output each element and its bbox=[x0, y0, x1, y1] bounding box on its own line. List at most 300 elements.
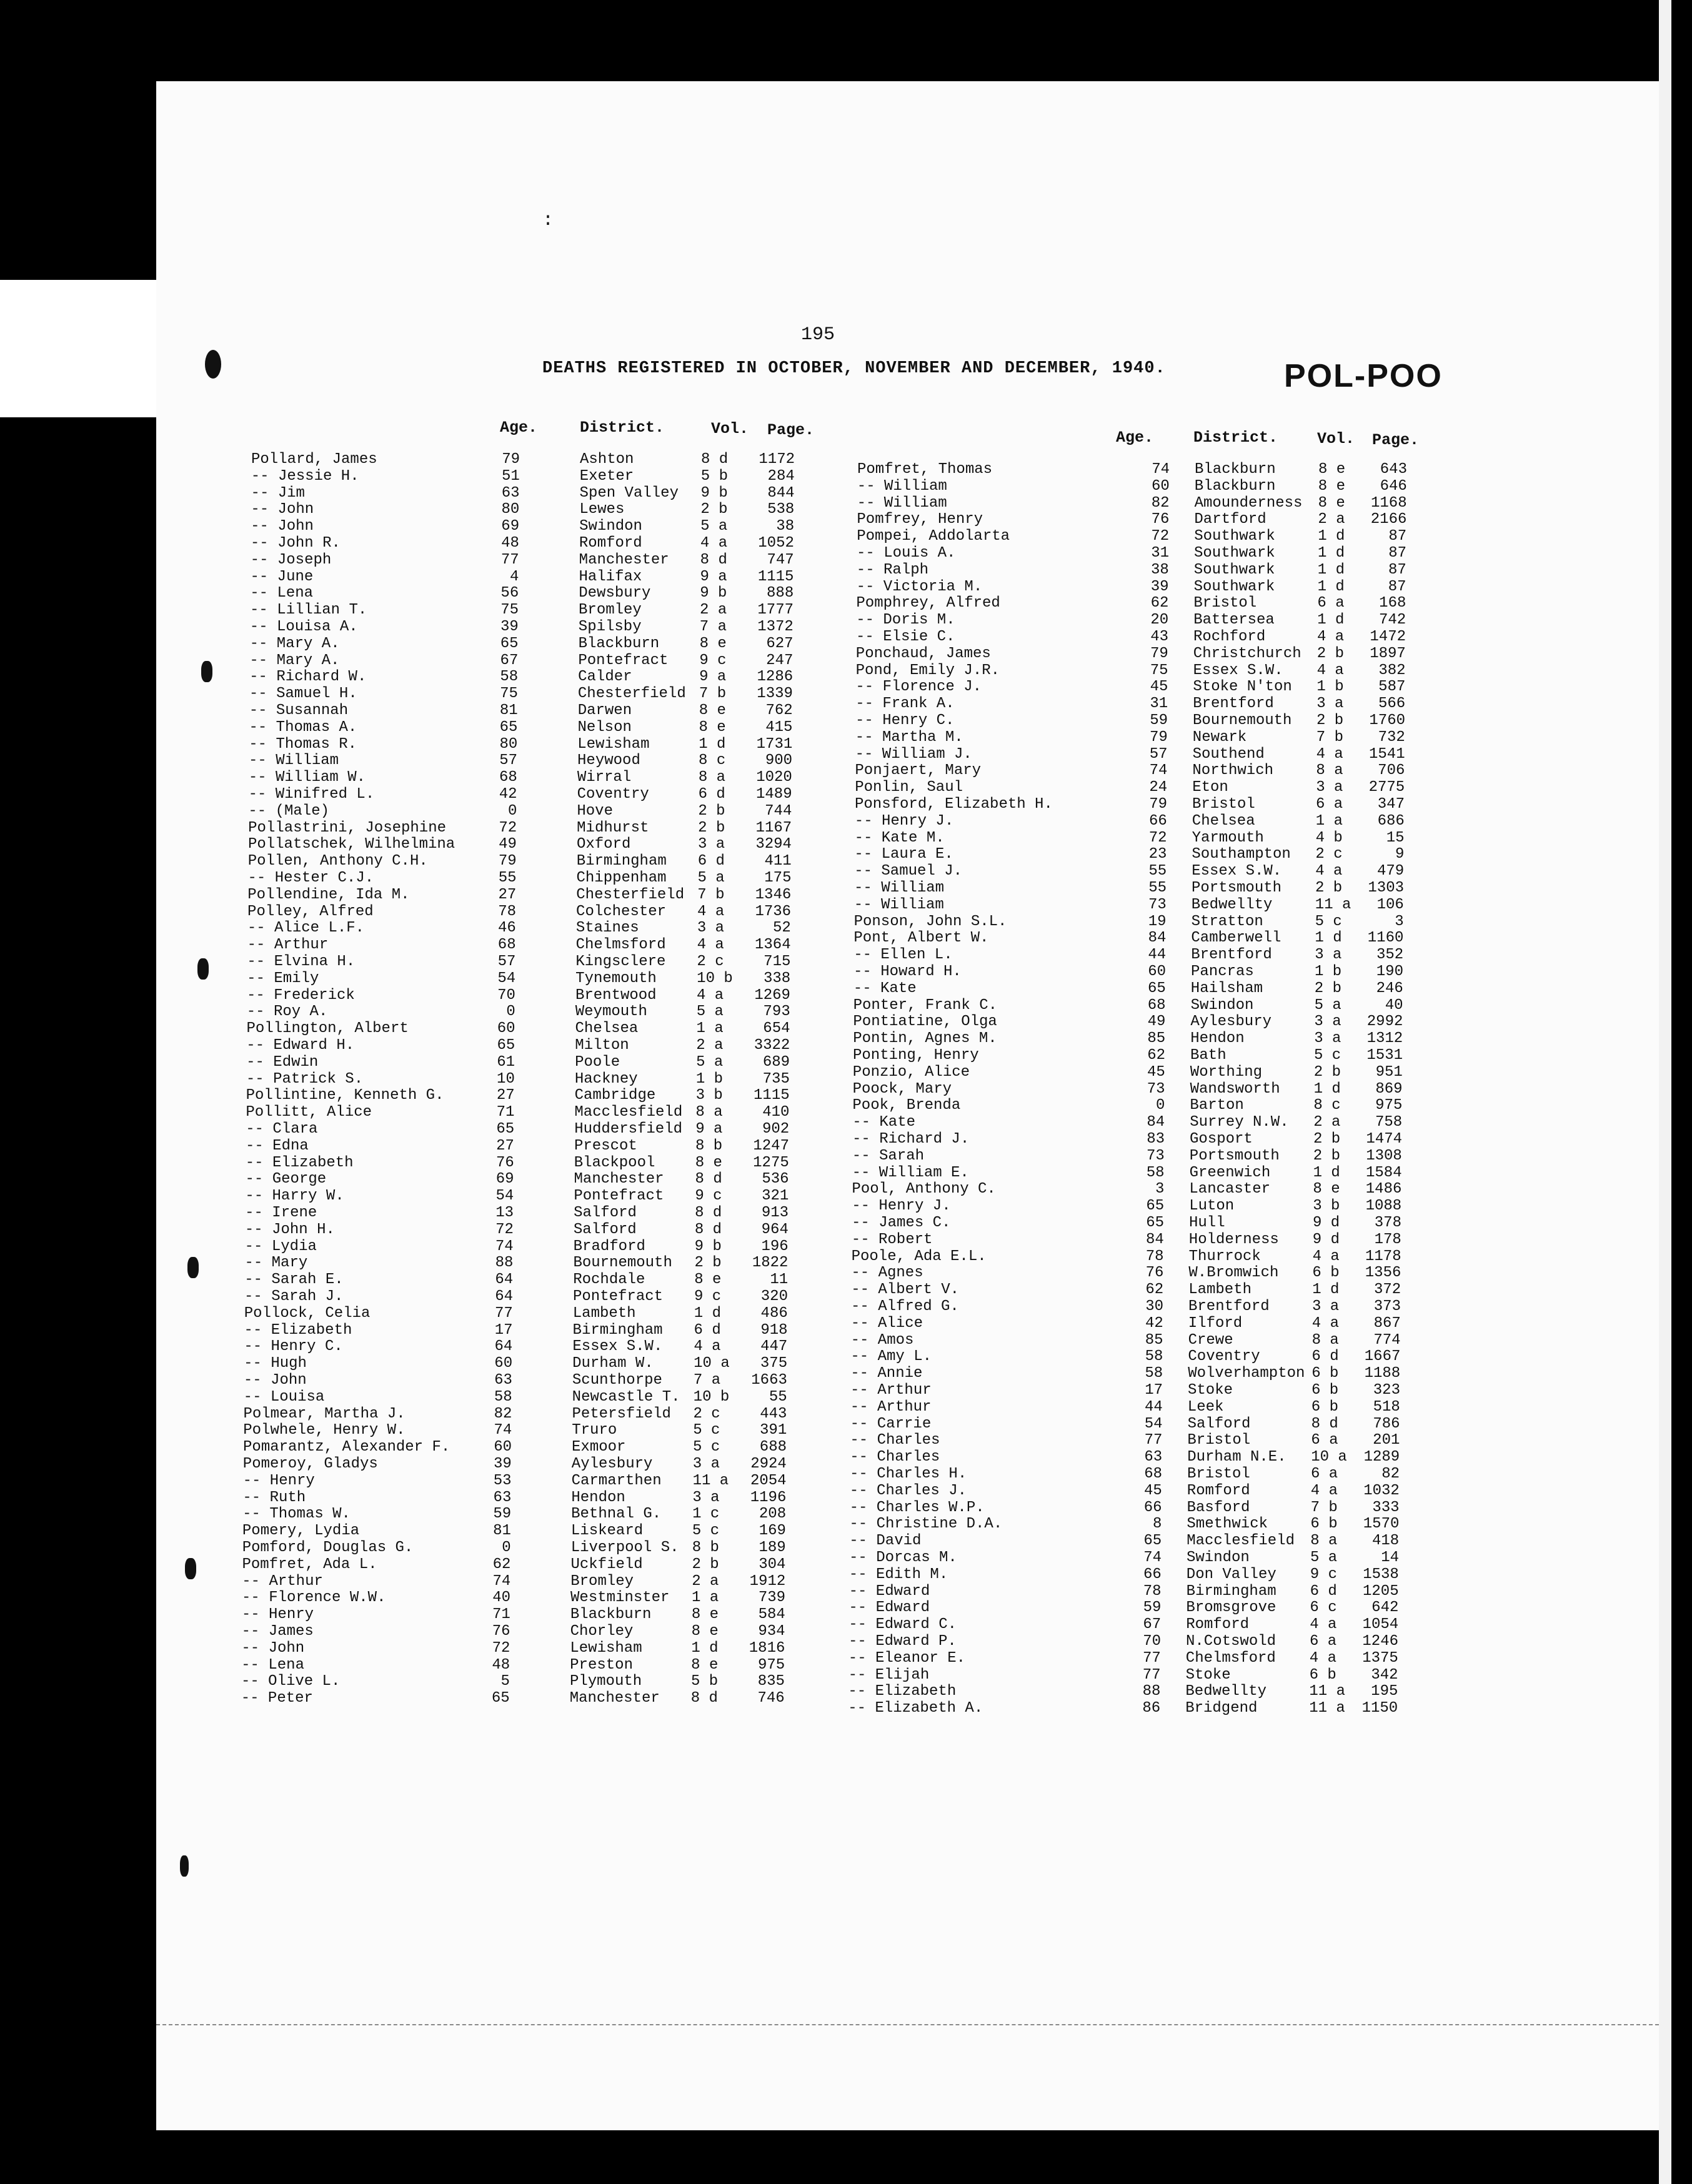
entry-name: -- Arthur bbox=[242, 1572, 323, 1590]
entry-volume: 8 b bbox=[692, 1539, 719, 1556]
entry-volume: 8 d bbox=[694, 1221, 722, 1238]
entry-age: 68 bbox=[1147, 996, 1166, 1014]
entry-volume: 2 b bbox=[698, 819, 725, 836]
entry-page: 55 bbox=[769, 1388, 787, 1406]
entry-name: -- Edwin bbox=[246, 1053, 319, 1071]
entry-page: 1474 bbox=[1366, 1131, 1402, 1148]
entry-district: Midhurst bbox=[577, 819, 649, 836]
entry-page: 1289 bbox=[1363, 1449, 1400, 1466]
entry-district: Southwark bbox=[1194, 528, 1275, 545]
entry-district: Stratton bbox=[1191, 913, 1263, 930]
entry-volume: 1 d bbox=[1317, 612, 1345, 629]
entry-volume: 8 a bbox=[698, 769, 726, 787]
entry-page: 902 bbox=[762, 1121, 790, 1138]
entry-name: -- John bbox=[251, 501, 314, 519]
entry-volume: 1 a bbox=[692, 1589, 719, 1607]
header-vol-left: Vol. bbox=[711, 420, 749, 438]
entry-age: 66 bbox=[1143, 1499, 1162, 1516]
entry-volume: 9 b bbox=[694, 1238, 722, 1255]
entry-district: Bristol bbox=[1187, 1432, 1251, 1449]
entry-district: Blackpool bbox=[574, 1154, 655, 1171]
entry-district: Surrey N.W. bbox=[1190, 1114, 1289, 1131]
entry-volume: 1 a bbox=[1315, 812, 1343, 830]
entry-volume: 10 b bbox=[697, 970, 733, 987]
entry-page: 87 bbox=[1388, 528, 1407, 545]
entry-district: Spilsby bbox=[578, 618, 642, 635]
entry-district: Bradford bbox=[573, 1238, 645, 1255]
entry-page: 175 bbox=[764, 870, 792, 886]
entry-name: -- Frank A. bbox=[855, 695, 955, 713]
entry-page: 758 bbox=[1375, 1114, 1403, 1131]
entry-age: 75 bbox=[1150, 662, 1168, 679]
entry-district: W.Bromwich bbox=[1188, 1264, 1279, 1282]
entry-age: 63 bbox=[501, 484, 520, 502]
entry-age: 85 bbox=[1147, 1030, 1166, 1048]
entry-page: 975 bbox=[1375, 1097, 1403, 1114]
entry-name: -- Henry C. bbox=[855, 712, 955, 729]
entry-age: 13 bbox=[495, 1204, 514, 1221]
entry-age: 60 bbox=[497, 1020, 515, 1038]
entry-volume: 6 b bbox=[1311, 1382, 1339, 1399]
entry-age: 74 bbox=[495, 1238, 514, 1255]
entry-district: Camberwell bbox=[1191, 930, 1281, 947]
header-age-right: Age. bbox=[1116, 429, 1154, 447]
entry-district: Hailsham bbox=[1190, 980, 1263, 997]
entry-age: 68 bbox=[499, 769, 517, 787]
entry-page: 2924 bbox=[750, 1456, 787, 1472]
entry-name: -- James C. bbox=[852, 1214, 951, 1231]
entry-page: 178 bbox=[1374, 1231, 1401, 1248]
entry-name: Pomford, Douglas G. bbox=[242, 1539, 414, 1556]
entry-name: -- John bbox=[251, 518, 314, 535]
entry-page: 1303 bbox=[1368, 880, 1404, 896]
entry-page: 654 bbox=[763, 1020, 790, 1038]
entry-district: Exmoor bbox=[572, 1439, 626, 1456]
entry-volume: 2 b bbox=[1313, 1063, 1341, 1081]
entry-name: -- Amy L. bbox=[850, 1348, 932, 1366]
entry-age: 68 bbox=[1144, 1466, 1162, 1482]
entry-volume: 6 d bbox=[694, 1321, 721, 1339]
entry-age: 39 bbox=[493, 1456, 512, 1472]
entry-page: 1275 bbox=[753, 1154, 789, 1171]
entry-age: 88 bbox=[495, 1254, 514, 1272]
entry-page: 15 bbox=[1386, 829, 1405, 846]
entry-age: 73 bbox=[1146, 1147, 1165, 1164]
entry-district: Hove bbox=[577, 802, 613, 820]
entry-name: -- Edna bbox=[245, 1137, 309, 1154]
entry-name: -- Susannah bbox=[249, 702, 349, 719]
entry-district: Bromley bbox=[570, 1572, 634, 1590]
entry-name: -- Mary A. bbox=[249, 652, 340, 669]
entry-name: -- Sarah E. bbox=[244, 1271, 344, 1289]
entry-volume: 6 d bbox=[697, 853, 725, 870]
entry-name: -- Edward C. bbox=[848, 1616, 957, 1634]
entry-name: -- Lena bbox=[250, 585, 314, 602]
entry-district: Bridgend bbox=[1185, 1700, 1258, 1717]
entry-volume: 4 b bbox=[1315, 829, 1343, 846]
entry-district: Southwark bbox=[1193, 561, 1275, 578]
entry-district: Greenwich bbox=[1189, 1164, 1271, 1181]
page-title: DEATHS REGISTERED IN OCTOBER, NOVEMBER AND DECEMBER, 1940. bbox=[542, 359, 1166, 378]
entry-age: 19 bbox=[1148, 913, 1167, 930]
entry-volume: 6 d bbox=[1310, 1582, 1337, 1600]
entry-age: 0 bbox=[507, 802, 517, 820]
punch-hole-mark bbox=[201, 661, 212, 682]
entry-name: Pond, Emily J.R. bbox=[855, 662, 1000, 679]
entry-page: 1777 bbox=[757, 602, 794, 619]
entry-volume: 1 d bbox=[1313, 1080, 1341, 1098]
entry-age: 0 bbox=[502, 1539, 511, 1556]
entry-name: Ponter, Frank C. bbox=[853, 996, 998, 1014]
entry-volume: 3 a bbox=[1312, 1298, 1340, 1315]
entry-district: Prescot bbox=[574, 1137, 637, 1154]
entry-page: 2992 bbox=[1366, 1013, 1403, 1031]
entry-age: 62 bbox=[1150, 595, 1169, 612]
entry-name: -- Kate M. bbox=[854, 829, 945, 846]
entry-page: 1115 bbox=[757, 568, 794, 585]
entry-volume: 3 b bbox=[1313, 1198, 1340, 1215]
entry-volume: 1 d bbox=[699, 735, 726, 753]
entry-volume: 8 d bbox=[1311, 1415, 1338, 1432]
entry-name: Pontin, Agnes M. bbox=[853, 1030, 997, 1048]
entry-page: 247 bbox=[766, 652, 794, 669]
entry-page: 323 bbox=[1373, 1382, 1400, 1399]
entry-age: 8 bbox=[1152, 1516, 1162, 1533]
index-range-code: POL-POO bbox=[1284, 358, 1443, 394]
entry-district: Wandsworth bbox=[1190, 1080, 1280, 1098]
entry-volume: 1 b bbox=[1316, 678, 1344, 696]
entry-volume: 6 d bbox=[698, 786, 725, 803]
entry-district: Bristol bbox=[1187, 1466, 1250, 1482]
scan-edge-right bbox=[1659, 0, 1671, 2184]
entry-volume: 8 a bbox=[1316, 762, 1343, 780]
entry-volume: 6 c bbox=[1310, 1599, 1337, 1617]
entry-age: 55 bbox=[1148, 863, 1167, 880]
entry-age: 74 bbox=[1152, 461, 1170, 478]
entry-volume: 2 b bbox=[1314, 980, 1342, 997]
entry-volume: 8 d bbox=[700, 551, 727, 568]
entry-volume: 1 d bbox=[1317, 578, 1345, 595]
entry-page: 1760 bbox=[1369, 712, 1405, 729]
entry-name: -- Martha M. bbox=[855, 728, 963, 746]
entry-age: 81 bbox=[499, 702, 518, 719]
entry-district: Wolverhampton bbox=[1188, 1365, 1305, 1382]
entry-page: 82 bbox=[1381, 1466, 1400, 1482]
entry-volume: 9 a bbox=[700, 568, 727, 585]
entry-page: 1541 bbox=[1368, 745, 1405, 763]
entry-district: Don Valley bbox=[1186, 1566, 1276, 1583]
entry-age: 72 bbox=[492, 1639, 510, 1657]
entry-district: Salford bbox=[573, 1221, 637, 1238]
entry-volume: 8 e bbox=[1318, 494, 1345, 512]
entry-district: Chelmsford bbox=[1185, 1649, 1276, 1667]
entry-volume: 4 a bbox=[700, 535, 728, 552]
entry-page: 87 bbox=[1388, 545, 1406, 562]
entry-age: 64 bbox=[495, 1288, 513, 1305]
entry-page: 1489 bbox=[755, 786, 792, 803]
entry-volume: 2 b bbox=[1316, 712, 1344, 729]
entry-name: -- John R. bbox=[250, 535, 341, 552]
entry-page: 1247 bbox=[753, 1137, 789, 1154]
entry-page: 1356 bbox=[1365, 1264, 1401, 1282]
entry-district: Swindon bbox=[579, 518, 642, 535]
entry-page: 888 bbox=[767, 585, 794, 602]
entry-age: 67 bbox=[500, 652, 519, 669]
entry-volume: 10 a bbox=[694, 1355, 730, 1372]
entry-page: 739 bbox=[758, 1589, 786, 1607]
entry-volume: 8 a bbox=[695, 1104, 723, 1121]
entry-age: 73 bbox=[1147, 1080, 1165, 1098]
entry-volume: 3 a bbox=[692, 1456, 720, 1472]
entry-age: 85 bbox=[1145, 1331, 1163, 1349]
entry-page: 196 bbox=[761, 1238, 789, 1255]
entry-district: Uckfield bbox=[570, 1556, 643, 1573]
entry-age: 82 bbox=[1151, 494, 1170, 512]
entry-page: 87 bbox=[1388, 578, 1406, 595]
entry-page: 352 bbox=[1376, 946, 1404, 964]
entry-age: 77 bbox=[494, 1304, 513, 1322]
entry-name: -- Charles bbox=[850, 1432, 940, 1449]
entry-page: 538 bbox=[767, 501, 795, 519]
entry-age: 65 bbox=[1143, 1532, 1162, 1550]
entry-volume: 4 a bbox=[697, 936, 724, 954]
entry-name: -- Kate bbox=[852, 1114, 916, 1131]
entry-district: Essex S.W. bbox=[572, 1338, 663, 1356]
header-page-right: Page. bbox=[1372, 431, 1420, 449]
entry-volume: 2 b bbox=[1313, 1147, 1341, 1164]
entry-volume: 4 a bbox=[1312, 1248, 1340, 1265]
entry-name: -- Florence J. bbox=[855, 678, 982, 696]
entry-district: Truro bbox=[572, 1422, 617, 1439]
entry-name: -- Alice bbox=[850, 1314, 923, 1332]
entry-age: 58 bbox=[1145, 1348, 1163, 1366]
entry-page: 415 bbox=[765, 718, 793, 736]
entry-district: Christchurch bbox=[1193, 645, 1301, 662]
entry-volume: 11 a bbox=[1309, 1700, 1345, 1717]
entry-volume: 11 a bbox=[1309, 1683, 1345, 1700]
entry-district: Manchester bbox=[569, 1690, 660, 1707]
entry-name: -- Lillian T. bbox=[250, 602, 367, 619]
entry-name: -- Carrie bbox=[850, 1415, 932, 1432]
entry-page: 372 bbox=[1373, 1281, 1401, 1299]
entry-volume: 1 d bbox=[1318, 545, 1345, 562]
entry-age: 65 bbox=[1146, 1198, 1165, 1215]
entry-age: 62 bbox=[1145, 1281, 1164, 1299]
entry-page: 38 bbox=[776, 518, 795, 535]
entry-district: Crewe bbox=[1188, 1331, 1233, 1349]
entry-age: 43 bbox=[1150, 628, 1168, 645]
entry-age: 71 bbox=[492, 1606, 510, 1624]
entry-volume: 2 a bbox=[692, 1572, 719, 1590]
entry-age: 57 bbox=[499, 752, 518, 770]
entry-volume: 6 b bbox=[1309, 1666, 1336, 1684]
entry-volume: 2 a bbox=[1313, 1114, 1341, 1131]
entry-district: Pontefract bbox=[573, 1288, 664, 1305]
entry-page: 1160 bbox=[1367, 930, 1404, 947]
entry-volume: 1 d bbox=[1313, 1164, 1340, 1181]
entry-name: -- David bbox=[849, 1532, 922, 1550]
entry-name: Pollastrini, Josephine bbox=[248, 819, 447, 836]
entry-name: -- June bbox=[250, 568, 314, 585]
entry-name: -- Richard J. bbox=[852, 1131, 970, 1148]
entry-district: Lewes bbox=[579, 501, 625, 519]
scan-edge-left bbox=[0, 280, 156, 417]
entry-district: Darwen bbox=[577, 702, 632, 719]
entry-volume: 2 b bbox=[1313, 1131, 1341, 1148]
entry-age: 30 bbox=[1145, 1298, 1163, 1315]
entry-name: Pomphrey, Alfred bbox=[856, 595, 1000, 612]
entry-district: Halifax bbox=[579, 568, 642, 585]
entry-district: Macclesfield bbox=[1187, 1532, 1295, 1550]
entry-volume: 4 a bbox=[697, 903, 725, 920]
entry-district: Wirral bbox=[577, 769, 632, 787]
entry-name: Polley, Alfred bbox=[247, 903, 374, 920]
entry-age: 46 bbox=[498, 920, 516, 937]
entry-page: 627 bbox=[766, 635, 794, 652]
entry-page: 518 bbox=[1373, 1398, 1400, 1416]
entry-volume: 9 a bbox=[699, 668, 727, 686]
entry-name: -- Edward bbox=[848, 1582, 930, 1600]
entry-page: 1375 bbox=[1362, 1649, 1398, 1667]
entry-page: 106 bbox=[1376, 896, 1404, 913]
entry-name: -- Edith M. bbox=[848, 1566, 948, 1583]
entry-name: -- Mary A. bbox=[249, 635, 340, 652]
entry-page: 1346 bbox=[755, 886, 792, 903]
entry-district: Rochdale bbox=[573, 1271, 645, 1289]
entry-district: Kingsclere bbox=[575, 953, 666, 970]
entry-volume: 6 a bbox=[1317, 595, 1345, 612]
entry-name: -- Winifred L. bbox=[248, 786, 375, 803]
entry-volume: 8 d bbox=[690, 1690, 718, 1707]
entry-page: 2775 bbox=[1368, 779, 1405, 797]
entry-name: -- Ruth bbox=[242, 1489, 306, 1506]
entry-name: -- Kate bbox=[853, 980, 917, 997]
entry-name: -- Annie bbox=[850, 1365, 923, 1382]
entry-name: -- Alice L.F. bbox=[247, 920, 365, 937]
entry-page: 1032 bbox=[1363, 1482, 1400, 1499]
entry-volume: 9 c bbox=[699, 652, 727, 669]
entry-name: -- Arthur bbox=[247, 936, 329, 954]
entry-volume: 5 c bbox=[693, 1422, 720, 1439]
entry-page: 347 bbox=[1377, 796, 1405, 813]
entry-page: 443 bbox=[760, 1405, 787, 1422]
entry-district: Stoke bbox=[1188, 1382, 1233, 1399]
entry-district: Brentford bbox=[1191, 946, 1272, 964]
entry-page: 411 bbox=[764, 853, 792, 870]
entry-name: -- Florence W.W. bbox=[242, 1589, 386, 1607]
entry-page: 786 bbox=[1373, 1415, 1400, 1432]
entry-district: Salford bbox=[574, 1204, 637, 1221]
entry-name: -- Elsie C. bbox=[856, 628, 955, 645]
entry-volume: 9 a bbox=[695, 1121, 723, 1138]
entry-page: 566 bbox=[1378, 695, 1406, 713]
entry-page: 378 bbox=[1374, 1214, 1401, 1231]
entry-page: 1167 bbox=[755, 819, 792, 836]
entry-district: Bristol bbox=[1192, 796, 1255, 813]
entry-volume: 5 c bbox=[692, 1522, 720, 1540]
entry-volume: 6 b bbox=[1311, 1398, 1339, 1416]
entry-name: Pollard, James bbox=[251, 451, 377, 468]
entry-age: 65 bbox=[499, 718, 518, 736]
entry-name: Pompei, Addolarta bbox=[857, 528, 1010, 545]
entry-name: -- Doris M. bbox=[856, 612, 955, 629]
entry-volume: 3 a bbox=[697, 920, 725, 937]
entry-district: Lambeth bbox=[1188, 1281, 1252, 1299]
entry-page: 774 bbox=[1373, 1331, 1401, 1349]
entry-district: Northwich bbox=[1192, 762, 1274, 780]
entry-district: Aylesbury bbox=[571, 1456, 653, 1472]
entry-age: 65 bbox=[500, 635, 519, 652]
entry-district: Exeter bbox=[579, 467, 634, 485]
entry-district: Blackburn bbox=[1194, 477, 1276, 495]
entry-age: 24 bbox=[1149, 779, 1168, 797]
entry-age: 54 bbox=[1144, 1415, 1163, 1432]
entry-name: Ponjaert, Mary bbox=[855, 762, 982, 780]
entry-age: 57 bbox=[497, 953, 516, 970]
entry-page: 9 bbox=[1395, 846, 1405, 863]
entry-name: -- Samuel J. bbox=[854, 863, 963, 880]
punch-hole-mark bbox=[205, 350, 221, 379]
entry-age: 4 bbox=[510, 568, 519, 585]
entry-age: 66 bbox=[1143, 1566, 1162, 1583]
entry-name: Pollitt, Alice bbox=[246, 1104, 372, 1121]
entry-page: 1020 bbox=[756, 769, 792, 787]
entry-name: Ponsford, Elizabeth H. bbox=[855, 796, 1053, 813]
entry-volume: 4 a bbox=[1309, 1649, 1337, 1667]
entry-age: 88 bbox=[1142, 1683, 1161, 1700]
entry-district: Macclesfield bbox=[574, 1104, 683, 1121]
entry-age: 75 bbox=[500, 685, 518, 703]
entry-page: 195 bbox=[1371, 1683, 1398, 1700]
entry-page: 410 bbox=[762, 1104, 790, 1121]
entry-age: 76 bbox=[492, 1623, 510, 1640]
entry-age: 27 bbox=[496, 1137, 514, 1154]
entry-name: -- Henry bbox=[241, 1606, 314, 1624]
entry-name: -- Lena bbox=[241, 1656, 304, 1674]
entry-name: -- Dorcas M. bbox=[849, 1549, 957, 1566]
entry-page: 918 bbox=[760, 1321, 788, 1339]
entry-district: Blackburn bbox=[578, 635, 660, 652]
entry-district: Hendon bbox=[1190, 1030, 1245, 1048]
entry-page: 1667 bbox=[1364, 1348, 1401, 1366]
entry-page: 1196 bbox=[750, 1489, 787, 1506]
entry-district: Ilford bbox=[1188, 1314, 1243, 1332]
entry-district: Essex S.W. bbox=[1193, 662, 1283, 679]
entry-page: 246 bbox=[1376, 980, 1403, 997]
entry-volume: 8 e bbox=[1313, 1181, 1340, 1198]
entry-page: 642 bbox=[1371, 1599, 1399, 1617]
entry-page: 587 bbox=[1378, 678, 1406, 696]
entry-age: 58 bbox=[500, 668, 519, 686]
entry-page: 1531 bbox=[1366, 1047, 1403, 1064]
entry-volume: 1 d bbox=[1317, 561, 1345, 578]
entry-name: -- Thomas A. bbox=[249, 718, 357, 736]
entry-name: -- Lydia bbox=[244, 1238, 317, 1255]
entry-volume: 11 a bbox=[692, 1472, 729, 1489]
entry-district: Bromsgrove bbox=[1186, 1599, 1276, 1617]
entry-volume: 8 a bbox=[1311, 1331, 1339, 1349]
entry-age: 63 bbox=[493, 1489, 512, 1506]
entry-name: Polwhele, Henry W. bbox=[243, 1422, 406, 1439]
entry-volume: 8 e bbox=[694, 1271, 722, 1289]
header-district-right: District. bbox=[1193, 429, 1278, 447]
entry-page: 1584 bbox=[1365, 1164, 1402, 1181]
entry-age: 58 bbox=[1145, 1365, 1163, 1382]
entry-age: 79 bbox=[1149, 796, 1167, 813]
entry-age: 70 bbox=[497, 986, 515, 1004]
entry-name: -- Robert bbox=[851, 1231, 933, 1248]
entry-district: Calder bbox=[578, 668, 632, 686]
